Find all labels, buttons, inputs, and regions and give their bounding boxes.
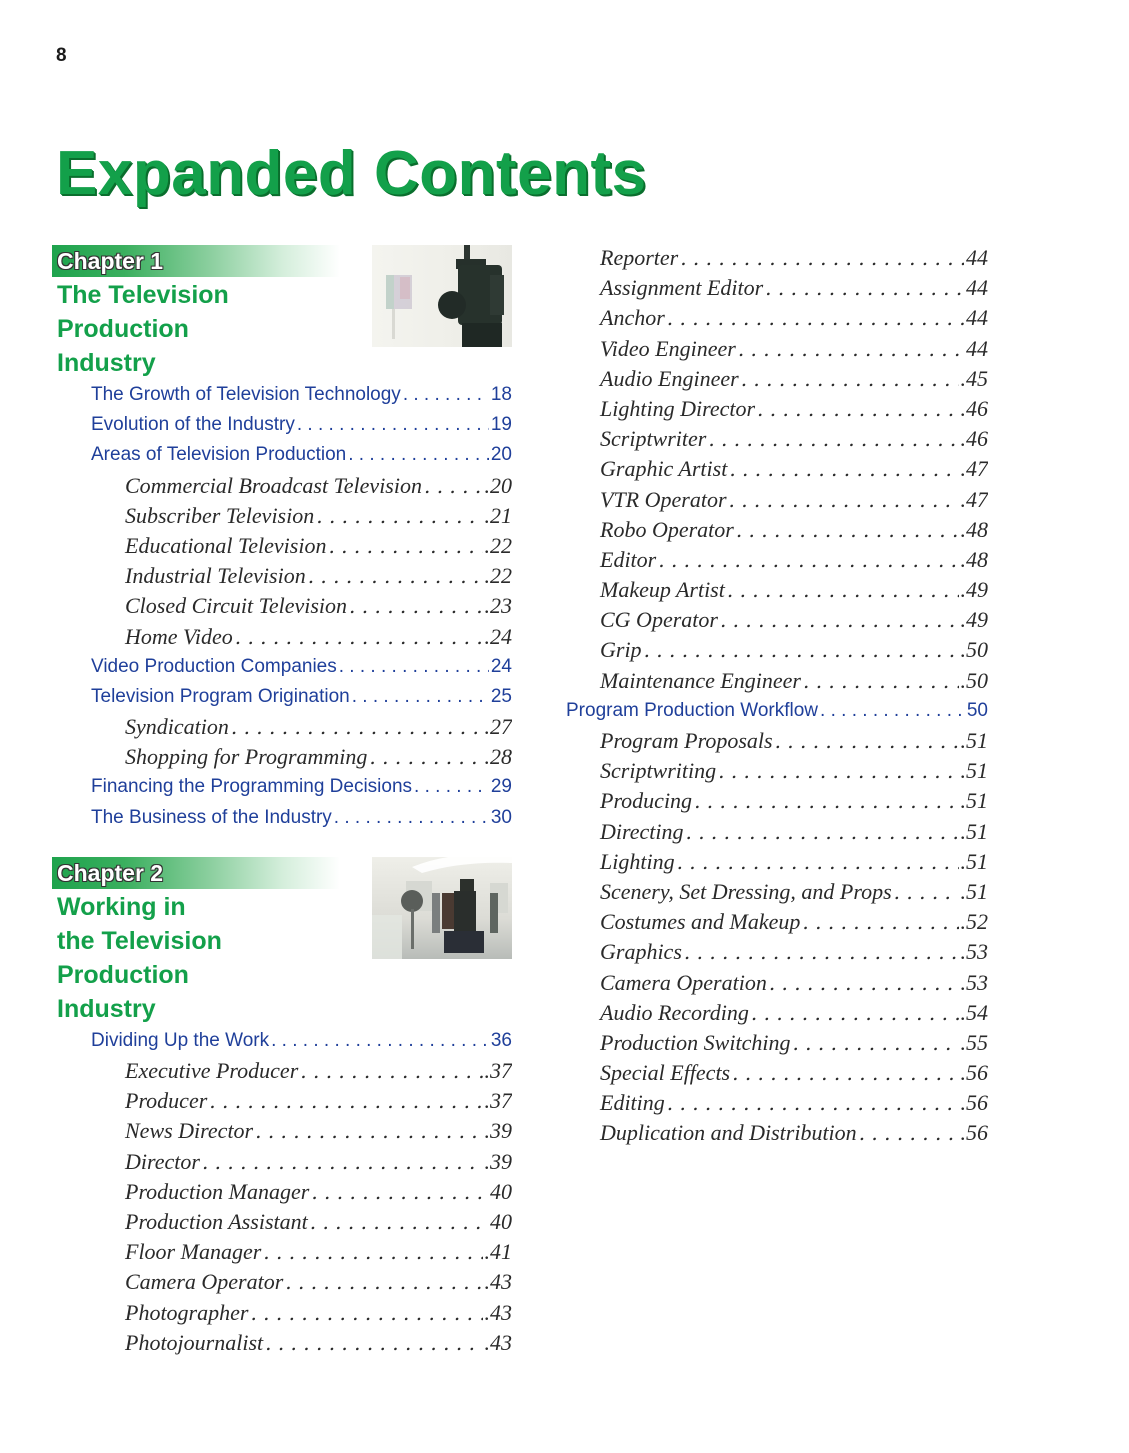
dot-leader (775, 726, 959, 756)
toc-entry-label: Television Program Origination (91, 685, 350, 707)
page-ref: .22 (484, 532, 512, 558)
toc-subentry[interactable] (566, 666, 988, 696)
toc-subentry[interactable] (52, 531, 512, 561)
toc-subentry[interactable] (566, 364, 988, 394)
toc-entry-label: Maintenance Engineer (600, 667, 801, 693)
page-ref: .51 (960, 818, 988, 844)
dot-leader (308, 561, 483, 591)
toc-entry-label: Audio Recording (600, 999, 749, 1025)
dot-leader (727, 575, 959, 605)
toc-entry-label: Educational Television (125, 532, 327, 558)
page-ref: .46 (960, 395, 988, 421)
page-ref: .48 (960, 546, 988, 572)
toc-subentry[interactable] (52, 1056, 512, 1086)
toc-subentry[interactable] (52, 1298, 512, 1328)
toc-entry-label: Graphics (600, 939, 682, 965)
dot-leader (667, 1088, 959, 1118)
toc-entry-label: Scriptwriting (600, 758, 717, 784)
right-column (566, 243, 988, 1149)
page-ref: 44 (966, 245, 988, 270)
toc-entry-label: Graphic Artist (600, 456, 728, 482)
toc-subentry[interactable] (566, 968, 988, 998)
page-title: Expanded Contents (56, 139, 647, 208)
toc-entry-label: Lighting (600, 848, 675, 874)
toc-subentry[interactable] (566, 635, 988, 665)
chapter-title-line: Working in (57, 892, 186, 921)
toc-entry-label: Photojournalist (125, 1329, 264, 1355)
toc-entry-label: Commercial Broadcast Television (125, 472, 422, 498)
toc-entry[interactable] (52, 652, 512, 682)
toc-entry-label: Production Switching (600, 1029, 791, 1055)
page-ref: .27 (484, 714, 512, 740)
dot-leader (738, 334, 964, 364)
page-ref: .43 (484, 1329, 512, 1355)
toc-entry-label: Industrial Television (125, 563, 306, 589)
toc-subentry[interactable] (52, 1237, 512, 1267)
toc-entry-label: Camera Operator (125, 1269, 284, 1295)
dot-leader (300, 1056, 482, 1086)
toc-subentry[interactable] (566, 937, 988, 967)
toc-subentry[interactable] (52, 591, 512, 621)
dot-leader (414, 772, 489, 802)
page-ref: .56 (960, 1060, 988, 1086)
dot-leader (751, 998, 959, 1028)
dot-leader (792, 1028, 958, 1058)
page-ref: 29 (490, 776, 512, 798)
chapter-2 (52, 857, 512, 1358)
page-ref: 40 (490, 1208, 512, 1234)
dot-leader (720, 605, 959, 635)
page-ref: .39 (484, 1148, 512, 1174)
page-ref: .52 (960, 909, 988, 935)
page-ref: .21 (484, 502, 512, 528)
toc-list-continued (566, 243, 988, 1149)
toc-entry-label: Subscriber Television (125, 502, 315, 528)
toc-subentry[interactable] (566, 1088, 988, 1118)
dot-leader (803, 666, 959, 696)
toc-entry[interactable] (566, 696, 988, 726)
dot-leader (369, 742, 482, 772)
tv-studio-crew-photo (372, 857, 512, 959)
page-ref: .56 (960, 1120, 988, 1146)
toc-subentry[interactable] (566, 303, 988, 333)
chapter-title-line: Industry (57, 349, 156, 377)
toc-subentry[interactable] (566, 907, 988, 937)
toc-entry-label: Special Effects (600, 1060, 731, 1086)
dot-leader (285, 1267, 482, 1297)
toc-subentry[interactable] (566, 515, 988, 545)
page-ref: 36 (490, 1029, 512, 1051)
page-ref: .46 (960, 426, 988, 452)
toc-entry-label: Editing (600, 1090, 665, 1116)
toc-entry-label: Photographer (125, 1299, 249, 1325)
toc-subentry[interactable] (566, 1118, 988, 1148)
left-column (52, 245, 512, 1358)
page-ref: 19 (490, 414, 512, 436)
toc-subentry[interactable] (52, 1328, 512, 1358)
toc-entry[interactable] (52, 410, 512, 440)
toc-entry[interactable] (52, 440, 512, 470)
page-ref: 24 (490, 655, 512, 677)
dot-leader (202, 1147, 483, 1177)
dot-leader (403, 380, 489, 410)
dot-leader (757, 394, 958, 424)
page-ref: 44 (966, 305, 988, 331)
chapter-title-line: Industry (57, 994, 156, 1023)
page-ref: .28 (484, 744, 512, 770)
dot-leader (677, 847, 959, 877)
toc-entry-label: Executive Producer (125, 1058, 299, 1083)
toc-entry-label: Program Production Workflow (566, 699, 819, 721)
toc-entry-label: Directing (600, 818, 684, 844)
page-ref: .49 (960, 577, 988, 603)
dot-leader (694, 786, 958, 816)
toc-entry-label: Costumes and Makeup (600, 909, 801, 935)
toc-entry-label: Director (125, 1148, 200, 1174)
dot-leader (732, 1058, 958, 1088)
dot-leader (316, 501, 482, 531)
page-ref: .47 (960, 486, 988, 512)
toc-subentry[interactable] (566, 575, 988, 605)
toc-entry-label: Assignment Editor (600, 275, 764, 301)
toc-entry-label: Lighting Director (600, 395, 756, 421)
toc-subentry[interactable] (566, 485, 988, 515)
dot-leader (686, 817, 959, 847)
dot-leader (334, 803, 489, 833)
toc-subentry[interactable] (566, 1028, 988, 1058)
page-ref: .22 (484, 563, 512, 589)
toc-subentry[interactable] (566, 605, 988, 635)
page-ref: .56 (960, 1090, 988, 1116)
dot-leader (263, 1237, 482, 1267)
dot-leader (348, 440, 489, 470)
toc-entry-label: Producer (125, 1088, 208, 1114)
toc-subentry[interactable] (52, 561, 512, 591)
dot-leader (297, 410, 489, 440)
dot-leader (680, 243, 964, 273)
toc-entry-label: Anchor (600, 305, 665, 331)
page-ref: .47 (960, 456, 988, 482)
dot-leader (765, 273, 964, 303)
page-ref: .49 (960, 607, 988, 633)
page-ref: .50 (960, 637, 988, 663)
toc-subentry[interactable] (566, 817, 988, 847)
page-ref: 50 (966, 699, 988, 721)
dot-leader (769, 968, 959, 998)
toc-subentry[interactable] (52, 1147, 512, 1177)
toc-entry-label: Closed Circuit Television (125, 593, 348, 619)
page-ref: .43 (484, 1299, 512, 1325)
page-ref: 40 (490, 1178, 512, 1204)
dot-leader (718, 756, 958, 786)
toc-entry-label: News Director (125, 1118, 254, 1144)
page-ref: .37 (484, 1058, 512, 1083)
dot-leader (339, 652, 489, 682)
chapter-banner: Chapter 2 (52, 857, 340, 889)
dot-leader (352, 682, 489, 712)
toc-subentry[interactable] (566, 998, 988, 1028)
page-ref: .41 (484, 1239, 512, 1265)
page-ref: .50 (960, 667, 988, 693)
dot-leader (708, 424, 958, 454)
chapter-title-line: The Television (57, 281, 229, 309)
camera-image-icon (372, 245, 512, 347)
toc-entry-label: Editor (600, 546, 657, 572)
toc-entry[interactable] (52, 380, 512, 410)
page-ref: 18 (490, 384, 512, 405)
dot-leader (667, 303, 964, 333)
toc-entry-label: Scenery, Set Dressing, and Props (600, 878, 892, 904)
toc-entry-label: Dividing Up the Work (91, 1029, 270, 1051)
toc-entry-label: Program Proposals (600, 728, 773, 753)
chapter-1 (52, 245, 512, 833)
toc-subentry[interactable] (52, 1267, 512, 1297)
page-ref: .51 (960, 758, 988, 784)
toc-subentry[interactable] (566, 334, 988, 364)
page-ref: .45 (960, 365, 988, 391)
page-ref: 20 (490, 444, 512, 466)
toc-subentry[interactable] (566, 726, 988, 756)
toc-entry-label: Video Engineer (600, 335, 736, 361)
dot-leader (741, 364, 959, 394)
toc-subentry[interactable] (52, 1116, 512, 1146)
toc-subentry[interactable] (566, 756, 988, 786)
toc-entry-label: Evolution of the Industry (91, 414, 295, 436)
toc-entry-label: Video Production Companies (91, 655, 337, 677)
toc-subentry[interactable] (52, 742, 512, 772)
toc-subentry[interactable] (52, 471, 512, 501)
toc-list (52, 380, 512, 833)
toc-entry-label: Producing (600, 788, 693, 814)
dot-leader (859, 1118, 959, 1148)
toc-subentry[interactable] (52, 712, 512, 742)
toc-subentry[interactable] (566, 273, 988, 303)
page-ref: .51 (960, 878, 988, 904)
dot-leader (802, 907, 958, 937)
toc-entry[interactable] (52, 682, 512, 712)
page-ref: .37 (484, 1088, 512, 1114)
page-ref: .23 (484, 593, 512, 619)
toc-entry-label: Floor Manager (125, 1239, 262, 1265)
toc-entry[interactable] (52, 772, 512, 802)
toc-entry-label: Home Video (125, 623, 233, 649)
dot-leader (271, 1026, 489, 1056)
toc-entry[interactable] (52, 803, 512, 833)
page-ref: .54 (960, 999, 988, 1025)
toc-entry-label: CG Operator (600, 607, 718, 633)
toc-entry-label: Production Assistant (125, 1208, 308, 1234)
toc-subentry[interactable] (52, 1207, 512, 1237)
toc-entry-label: Camera Operation (600, 969, 767, 995)
page-ref: .55 (960, 1029, 988, 1055)
toc-entry-label: Reporter (600, 245, 679, 270)
toc-subentry[interactable] (566, 545, 988, 575)
dot-leader (729, 485, 959, 515)
toc-entry-label: Syndication (125, 714, 229, 740)
toc-entry-label: The Business of the Industry (91, 806, 332, 828)
dot-leader (209, 1086, 482, 1116)
toc-list (52, 1026, 512, 1358)
toc-subentry[interactable] (566, 877, 988, 907)
page-ref: .24 (484, 623, 512, 649)
page-ref: 25 (490, 685, 512, 707)
toc-subentry[interactable] (52, 1177, 512, 1207)
page-ref: .53 (960, 939, 988, 965)
dot-leader (231, 712, 483, 742)
dot-leader (311, 1177, 488, 1207)
page-ref: .51 (960, 848, 988, 874)
toc-entry-label: Audio Engineer (600, 365, 739, 391)
toc-entry-label: VTR Operator (600, 486, 727, 512)
page-ref: .43 (484, 1269, 512, 1295)
toc-entry-label: Financing the Programming Decisions (91, 776, 413, 798)
toc-subentry[interactable] (566, 786, 988, 816)
page-ref: .39 (484, 1118, 512, 1144)
toc-entry-label: Production Manager (125, 1178, 310, 1204)
toc-entry[interactable] (52, 1026, 512, 1056)
page-ref: 44 (966, 335, 988, 361)
page-ref: .48 (960, 516, 988, 542)
toc-entry-label: Robo Operator (600, 516, 734, 542)
dot-leader (235, 622, 483, 652)
toc-subentry[interactable] (566, 424, 988, 454)
toc-entry-label: Shopping for Programming (125, 744, 368, 770)
page-ref: 30 (490, 806, 512, 828)
page-ref: 44 (966, 275, 988, 301)
toc-entry-label: Duplication and Distribution (600, 1120, 857, 1146)
chapter-title-line: the Television (57, 926, 222, 955)
toc-subentry[interactable] (52, 501, 512, 531)
page-ref: .51 (960, 788, 988, 814)
toc-entry-label: Scriptwriter (600, 426, 707, 452)
dot-leader (644, 635, 959, 665)
dot-leader (736, 515, 959, 545)
toc-subentry[interactable] (52, 622, 512, 652)
chapter-banner: Chapter 1 (52, 245, 340, 277)
studio-image-icon (372, 857, 512, 959)
dot-leader (729, 454, 958, 484)
dot-leader (265, 1328, 482, 1358)
dot-leader (820, 696, 965, 726)
toc-subentry[interactable] (566, 847, 988, 877)
dot-leader (250, 1298, 482, 1328)
toc-entry-label: Makeup Artist (600, 577, 725, 603)
dot-leader (328, 531, 482, 561)
page-ref: .20 (484, 472, 512, 498)
page-ref: .53 (960, 969, 988, 995)
dot-leader (684, 937, 959, 967)
toc-subentry[interactable] (566, 454, 988, 484)
toc-subentry[interactable] (566, 1058, 988, 1088)
chapter-title-line: Production (57, 315, 189, 343)
dot-leader (349, 591, 482, 621)
dot-leader (255, 1116, 482, 1146)
dot-leader (658, 545, 958, 575)
toc-subentry[interactable] (566, 243, 988, 273)
page-ref: .51 (960, 728, 988, 753)
page-number: 8 (56, 45, 67, 66)
dot-leader (894, 877, 959, 907)
toc-subentry[interactable] (566, 394, 988, 424)
toc-entry-label: The Growth of Television Technology (91, 384, 401, 405)
toc-subentry[interactable] (52, 1086, 512, 1116)
dot-leader (424, 471, 483, 501)
chapter-title-line: Production (57, 960, 189, 989)
toc-entry-label: Grip (600, 637, 642, 663)
toc-entry-label: Areas of Television Production (91, 444, 347, 466)
tv-camera-photo (372, 245, 512, 347)
dot-leader (310, 1207, 488, 1237)
